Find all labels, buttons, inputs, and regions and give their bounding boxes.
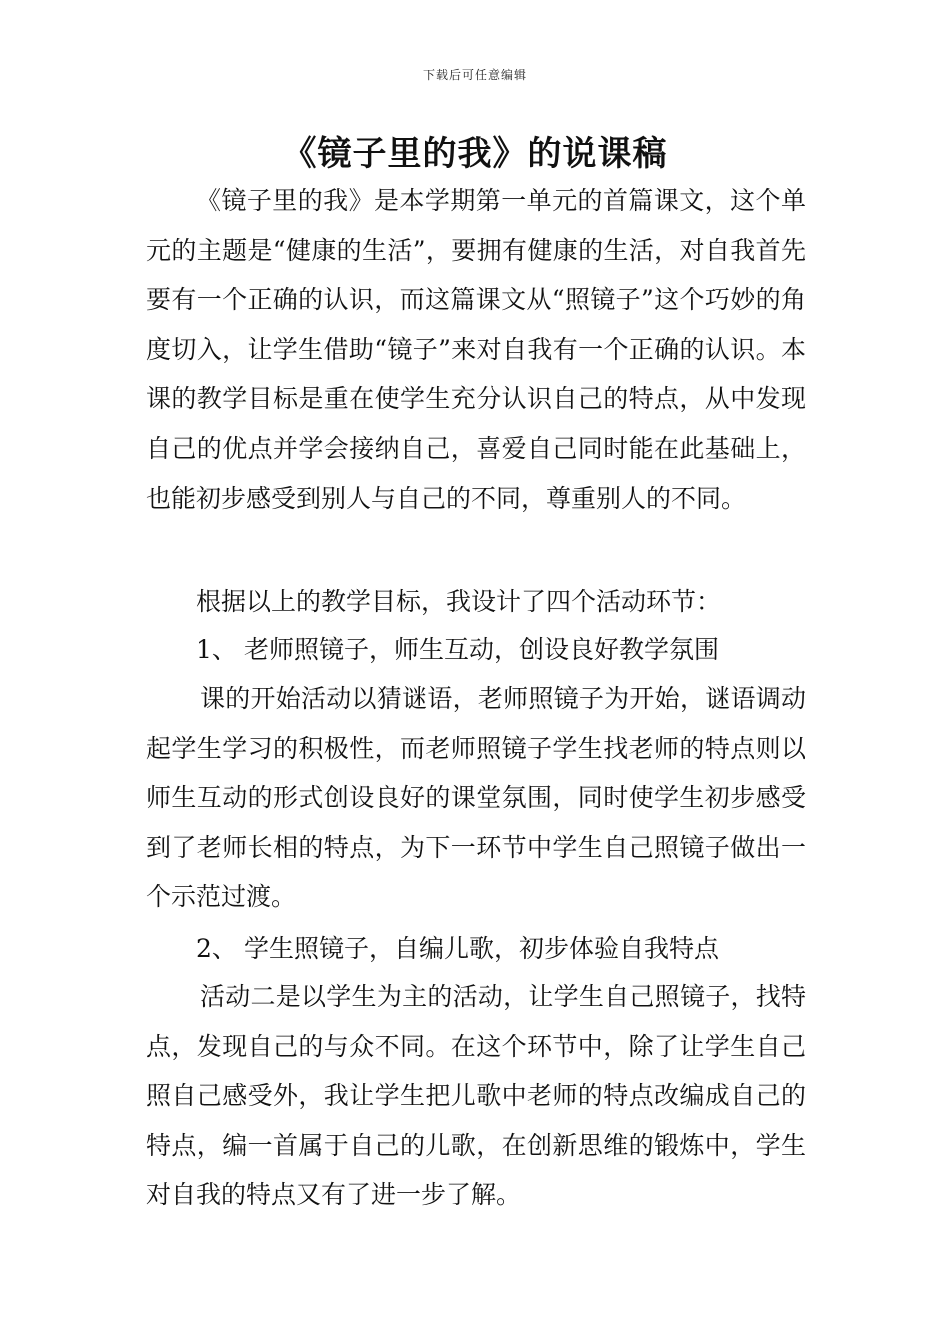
section-2-paragraph: 活动二是以学生为主的活动，让学生自己照镜子，找特点，发现自己的与众不同。在这个环节中，除了让学生自己照自己感受外，我让学生把儿歌中老师的特点改编成自己的特点，编一首属于自己的儿歌，在创新思维的锻炼中，学生对自我的特点又有了进一步了解。 — [146, 982, 806, 1210]
section-2-heading — [146, 924, 856, 974]
intro-paragraph: 《镜子里的我》是本学期第一单元的首篇课文，这个单元的主题是“健康的生活”，要拥有健康的生活，对自我首先要有一个正确的认识，而这篇课文从“照镜子”这个巧妙的角度切入，让学生借助“镜子”来对自我有一个正确的认识。本课的教学目标是重在使学生充分认识自己的特点，从中发现自己的优点并学会接纳自己，喜爱自己同时能在此基础上，也能初步感受到别人与自己的不同，尊重别人的不同。 — [146, 186, 806, 513]
section-1-heading-text: 老师照镜子，师生互动，创设良好教学氛围 — [244, 635, 720, 664]
section-2-heading-text: 学生照镜子，自编儿歌，初步体验自我特点 — [244, 934, 720, 963]
section-1-number: 1、 — [196, 635, 237, 664]
section-2-number: 2、 — [196, 934, 237, 963]
document-title: 《镜子里的我》的说课稿 — [282, 134, 668, 174]
page-header-note: 下载后可任意编辑 — [422, 68, 527, 82]
activities-intro: 根据以上的教学目标，我设计了四个活动环节： — [196, 587, 722, 616]
section-1-paragraph: 课的开始活动以猜谜语，老师照镜子为开始，谜语调动起学生学习的积极性，而老师照镜子学生找老师的特点则以师生互动的形式创设良好的课堂氛围，同时使学生初步感受到了老师长相的特点，为下一环节中学生自己照镜子做出一个示范过渡。 — [146, 684, 806, 912]
section-1-heading — [146, 625, 856, 675]
